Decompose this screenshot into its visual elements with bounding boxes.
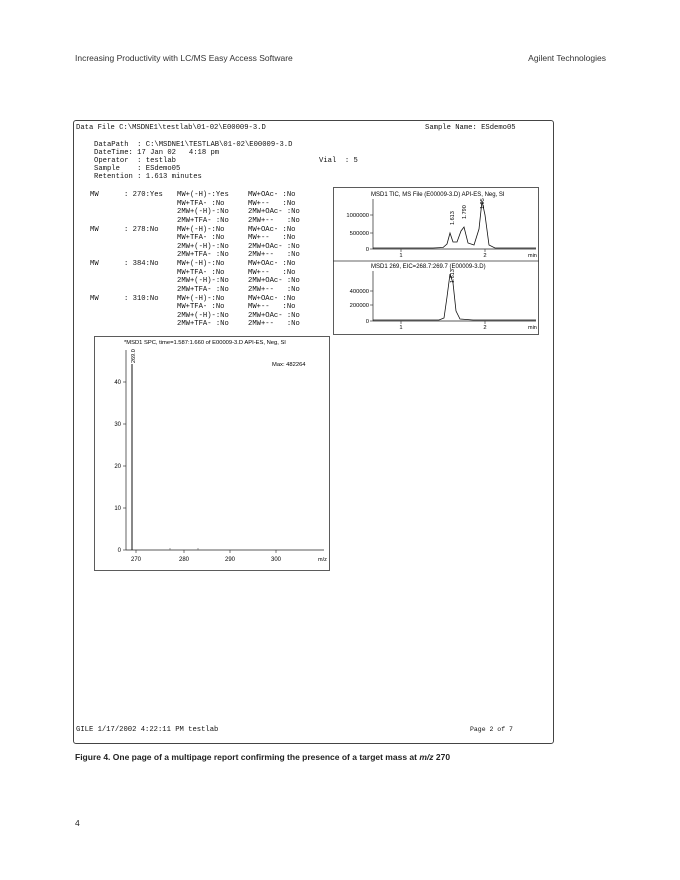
y-tick-label: 500000 — [349, 231, 369, 237]
x-tick-label: 1 — [399, 325, 403, 331]
mw-adduct-cell: 2MW+OAc- :No — [248, 311, 300, 320]
mw-adduct-cell: 2MW+(-H)-:No — [177, 311, 229, 320]
mw-value: : 278:No — [124, 225, 159, 234]
eic-title: MSD1 269, EIC=268.7:269.7 (E00009-3.D) — [371, 264, 486, 270]
mw-adduct-cell: 2MW+(-H)-:No — [177, 242, 229, 251]
mw-adduct-cell: 2MW+OAc- :No — [248, 208, 300, 217]
mw-label: MW — [90, 191, 99, 199]
mw-label: MW — [90, 294, 99, 303]
y-tick-label: 30 — [114, 422, 121, 428]
mw-adduct-cell: MW+OAc- :No — [248, 260, 296, 268]
mw-adduct-cell: MW+-- :No — [248, 303, 296, 312]
caption-suffix: 270 — [433, 752, 451, 762]
peak-label: 1.95 — [480, 198, 486, 209]
mass-spectrum-panel — [94, 336, 330, 572]
y-tick-label: 0 — [365, 247, 369, 253]
mw-adduct-cell: 2MW+TFA- :No — [177, 251, 229, 260]
y-tick-label: 0 — [117, 548, 121, 554]
x-tick-label: 1 — [399, 253, 403, 259]
mw-adduct-cell: 2MW+TFA- :No — [177, 216, 229, 225]
chromatogram-panel — [333, 187, 539, 335]
figure-caption — [75, 752, 450, 762]
mw-adduct-cell: 2MW+-- :No — [248, 320, 300, 329]
x-unit: min — [528, 325, 537, 331]
x-unit: m/z — [318, 557, 327, 563]
mw-adduct-cell: MW+-- :No — [248, 268, 296, 277]
y-tick-label: 400000 — [349, 289, 369, 295]
x-tick-label: 2 — [483, 325, 487, 331]
mw-adduct-cell: MW+TFA- :No — [177, 268, 225, 277]
x-tick-label: 280 — [178, 557, 190, 563]
mw-adduct-cell: 2MW+-- :No — [248, 251, 300, 260]
retention-line: Retention : 1.613 minutes — [94, 173, 202, 181]
mw-adduct-cell: 2MW+-- :No — [248, 216, 300, 225]
mw-adduct-cell: MW+TFA- :No — [177, 234, 225, 243]
mw-adduct-cell: 2MW+TFA- :No — [177, 320, 229, 329]
x-tick-label: 300 — [270, 557, 282, 563]
mw-adduct-cell: MW+OAc- :No — [248, 225, 296, 234]
y-tick-label: 1000000 — [346, 213, 369, 219]
datetime-line: DateTime: 17 Jan 02 4:18 pm — [94, 149, 220, 157]
mw-value: : 384:No — [124, 260, 159, 268]
mw-adduct-cell: 2MW+(-H)-:No — [177, 208, 229, 217]
caption-mz: m/z — [419, 752, 434, 762]
x-tick-label: 2 — [483, 253, 487, 259]
peak-label: 1.613 — [450, 269, 456, 283]
datafile-line: Data File C:\MSDNE1\testlab\01-02\E00009-3.D — [76, 124, 266, 132]
datapath-line: DataPath : C:\MSDNE1\TESTLAB\01-02\E00009-3.D — [94, 141, 293, 149]
mw-adduct-cell: 2MW+OAc- :No — [248, 242, 300, 251]
spectrum-max: Max: 482264 — [272, 362, 306, 368]
mw-adduct-cell: MW+-- :No — [248, 199, 296, 208]
running-header-title: Increasing Productivity with LC/MS Easy Access Software — [75, 53, 293, 63]
page-number: 4 — [75, 818, 80, 828]
mw-adduct-cell: 2MW+(-H)-:No — [177, 277, 229, 286]
eic-plot — [350, 269, 537, 331]
mw-value: : 270:Yes — [124, 191, 163, 199]
mw-adduct-cell: MW+(-H)-:Yes — [177, 191, 229, 199]
y-tick-label: 200000 — [349, 303, 369, 309]
tic-plot — [346, 198, 536, 259]
running-header-company: Agilent Technologies — [528, 53, 606, 63]
report-footer-page: Page 2 of 7 — [470, 726, 513, 733]
spectrum-peak-label: 269.0 — [131, 349, 137, 363]
mw-adduct-cell: MW+TFA- :No — [177, 303, 225, 312]
mw-label: MW — [90, 225, 99, 234]
sample-line: Sample : ESdemo05 — [94, 165, 181, 173]
y-tick-label: 10 — [114, 506, 121, 512]
peak-label: 1.613 — [450, 211, 456, 225]
x-tick-label: 270 — [130, 557, 142, 563]
spectrum-title: *MSD1 SPC, time=1.587:1.660 of E00009-3.D API-ES, Neg, SI — [124, 340, 286, 346]
mw-adduct-cell: MW+-- :No — [248, 234, 296, 243]
x-unit: min — [528, 253, 537, 259]
caption-prefix: Figure 4. One page of a multipage report confirming the presence of a target mass at — [75, 752, 420, 762]
sample-name-line: Sample Name: ESdemo05 — [425, 124, 516, 132]
mw-label: MW — [90, 260, 99, 268]
mw-adduct-cell: MW+(-H)-:No — [177, 260, 225, 268]
peak-label: 1.790 — [462, 205, 468, 219]
mw-adduct-cell: MW+(-H)-:No — [177, 294, 225, 303]
mw-adduct-cell: MW+TFA- :No — [177, 199, 225, 208]
mw-adduct-cell: MW+OAc- :No — [248, 191, 296, 199]
report-footer-left: GILE 1/17/2002 4:22:11 PM testlab — [76, 726, 219, 734]
x-tick-label: 290 — [224, 557, 236, 563]
spectrum-plot — [114, 349, 327, 563]
mw-adduct-cell: 2MW+-- :No — [248, 285, 300, 294]
vial-line: Vial : 5 — [319, 157, 358, 165]
mw-adduct-cell: MW+OAc- :No — [248, 294, 296, 303]
mw-adduct-cell: MW+(-H)-:No — [177, 225, 225, 234]
mw-adduct-cell: 2MW+OAc- :No — [248, 277, 300, 286]
mw-value: : 310:No — [124, 294, 159, 303]
tic-title: MSD1 TIC, MS File (E00009-3.D) API-ES, Neg, SI — [371, 192, 505, 198]
operator-line: Operator : testlab — [94, 157, 176, 165]
mw-adduct-cell: 2MW+TFA- :No — [177, 285, 229, 294]
y-tick-label: 40 — [114, 380, 121, 386]
y-tick-label: 0 — [365, 319, 369, 325]
y-tick-label: 20 — [114, 464, 121, 470]
